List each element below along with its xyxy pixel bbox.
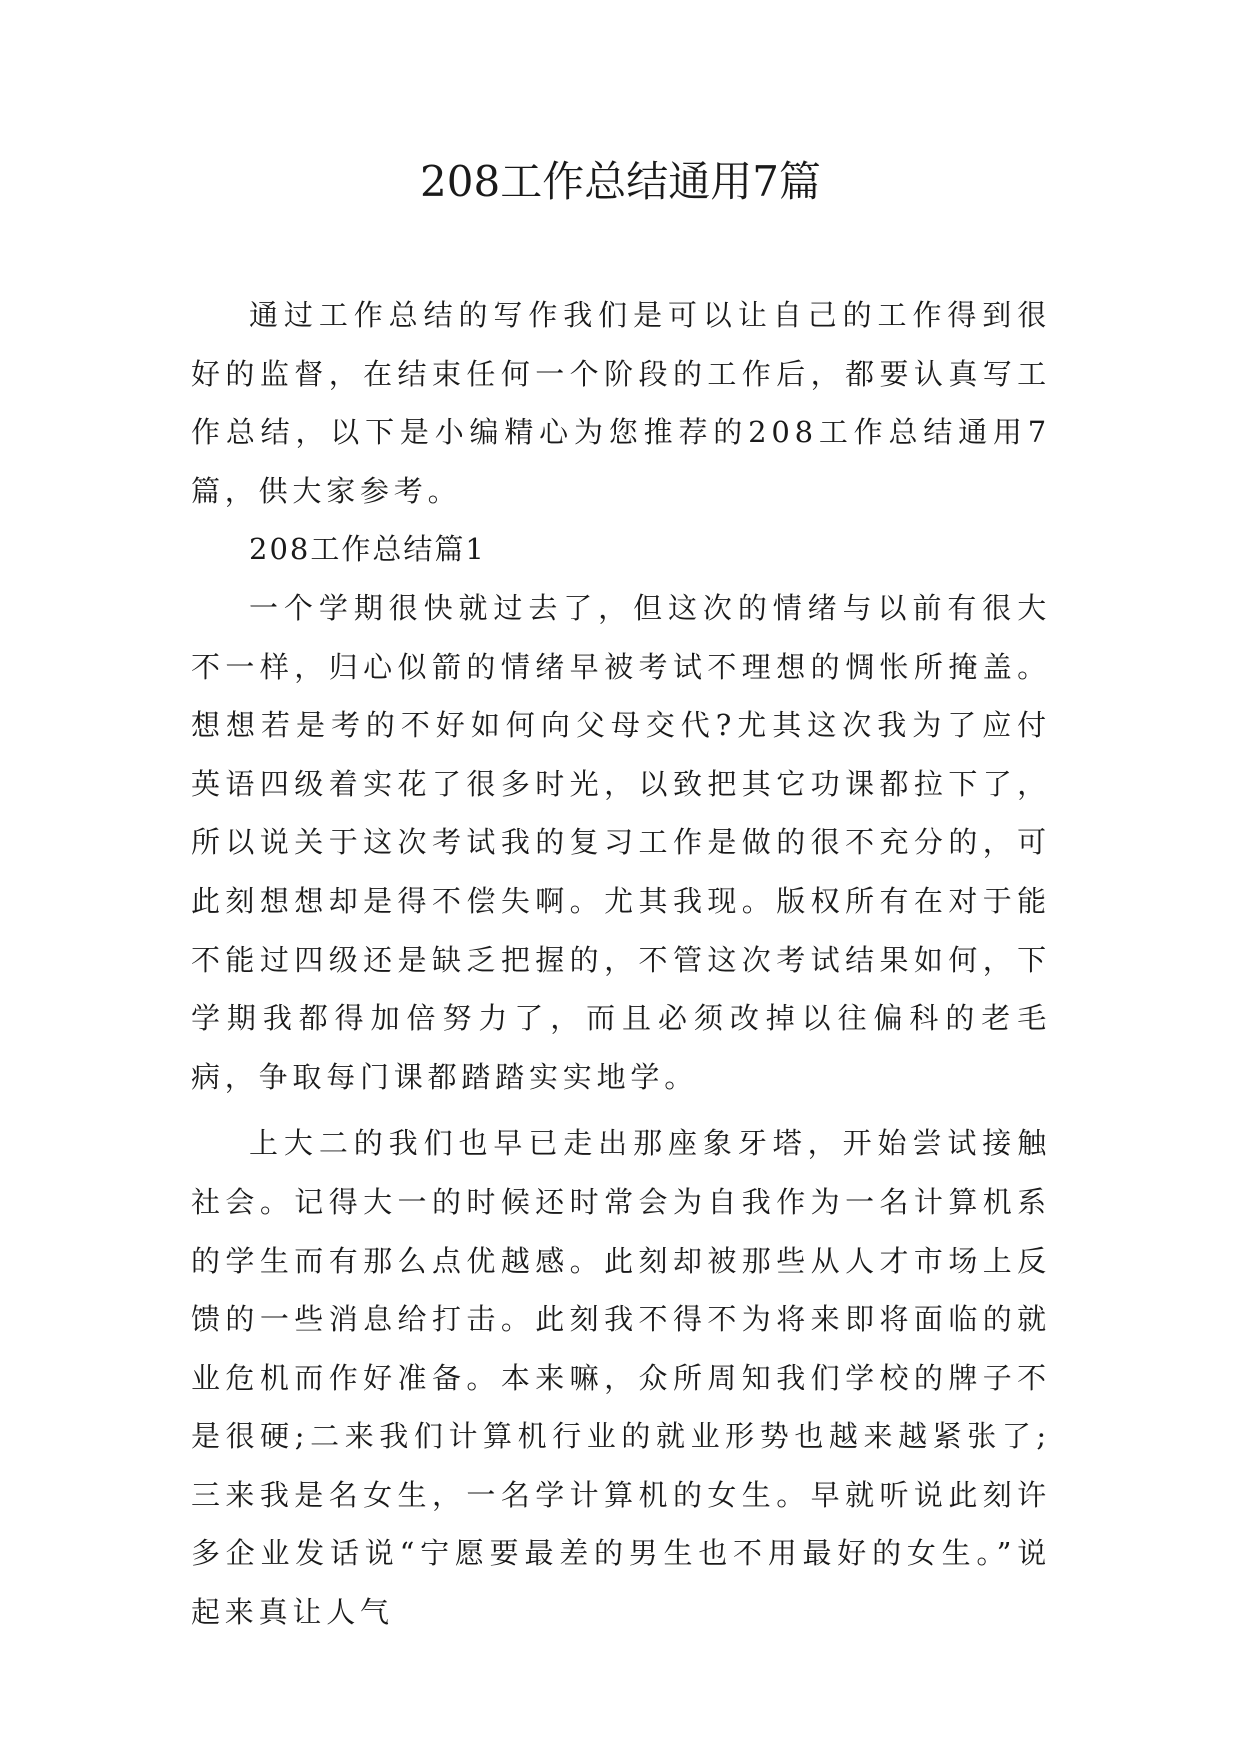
body-paragraph: 上大二的我们也早已走出那座象牙塔，开始尝试接触社会。记得大一的时候还时常会为自我作为一名计算机系的学生而有那么点优越感。此刻却被那些从人才市场上反馈的一些消息给打击。此刻我不得不为将来即将面临的就业危机而作好准备。本来嘛，众所周知我们学校的牌子不是很硬;二来我们计算机行业的就业形势也越来越紧张了;三来我是名女生，一名学计算机的女生。早就听说此刻许多企业发话说“宁愿要最差的男生也不用最好的女生。”说起来真让人气 bbox=[191, 1126, 1051, 1630]
document-title: 208工作总结通用7篇 bbox=[420, 157, 821, 206]
document-body bbox=[191, 286, 1051, 1642]
section-heading: 208工作总结篇1 bbox=[249, 532, 486, 567]
intro-paragraph: 通过工作总结的写作我们是可以让自己的工作得到很好的监督，在结束任何一个阶段的工作后，都要认真写工作总结，以下是小编精心为您推荐的208工作总结通用7篇，供大家参考。 bbox=[191, 298, 1051, 508]
body-paragraph: 一个学期很快就过去了，但这次的情绪与以前有很大不一样，归心似箭的情绪早被考试不理想的惆怅所掩盖。想想若是考的不好如何向父母交代?尤其这次我为了应付英语四级着实花了很多时光，以致把其它功课都拉下了，所以说关于这次考试我的复习工作是做的很不充分的，可此刻想想却是得不偿失啊。尤其我现。版权所有在对于能不能过四级还是缺乏把握的，不管这次考试结果如何，下学期我都得加倍努力了，而且必须改掉以往偏科的老毛病，争取每门课都踏踏实实地学。 bbox=[191, 590, 1051, 1094]
